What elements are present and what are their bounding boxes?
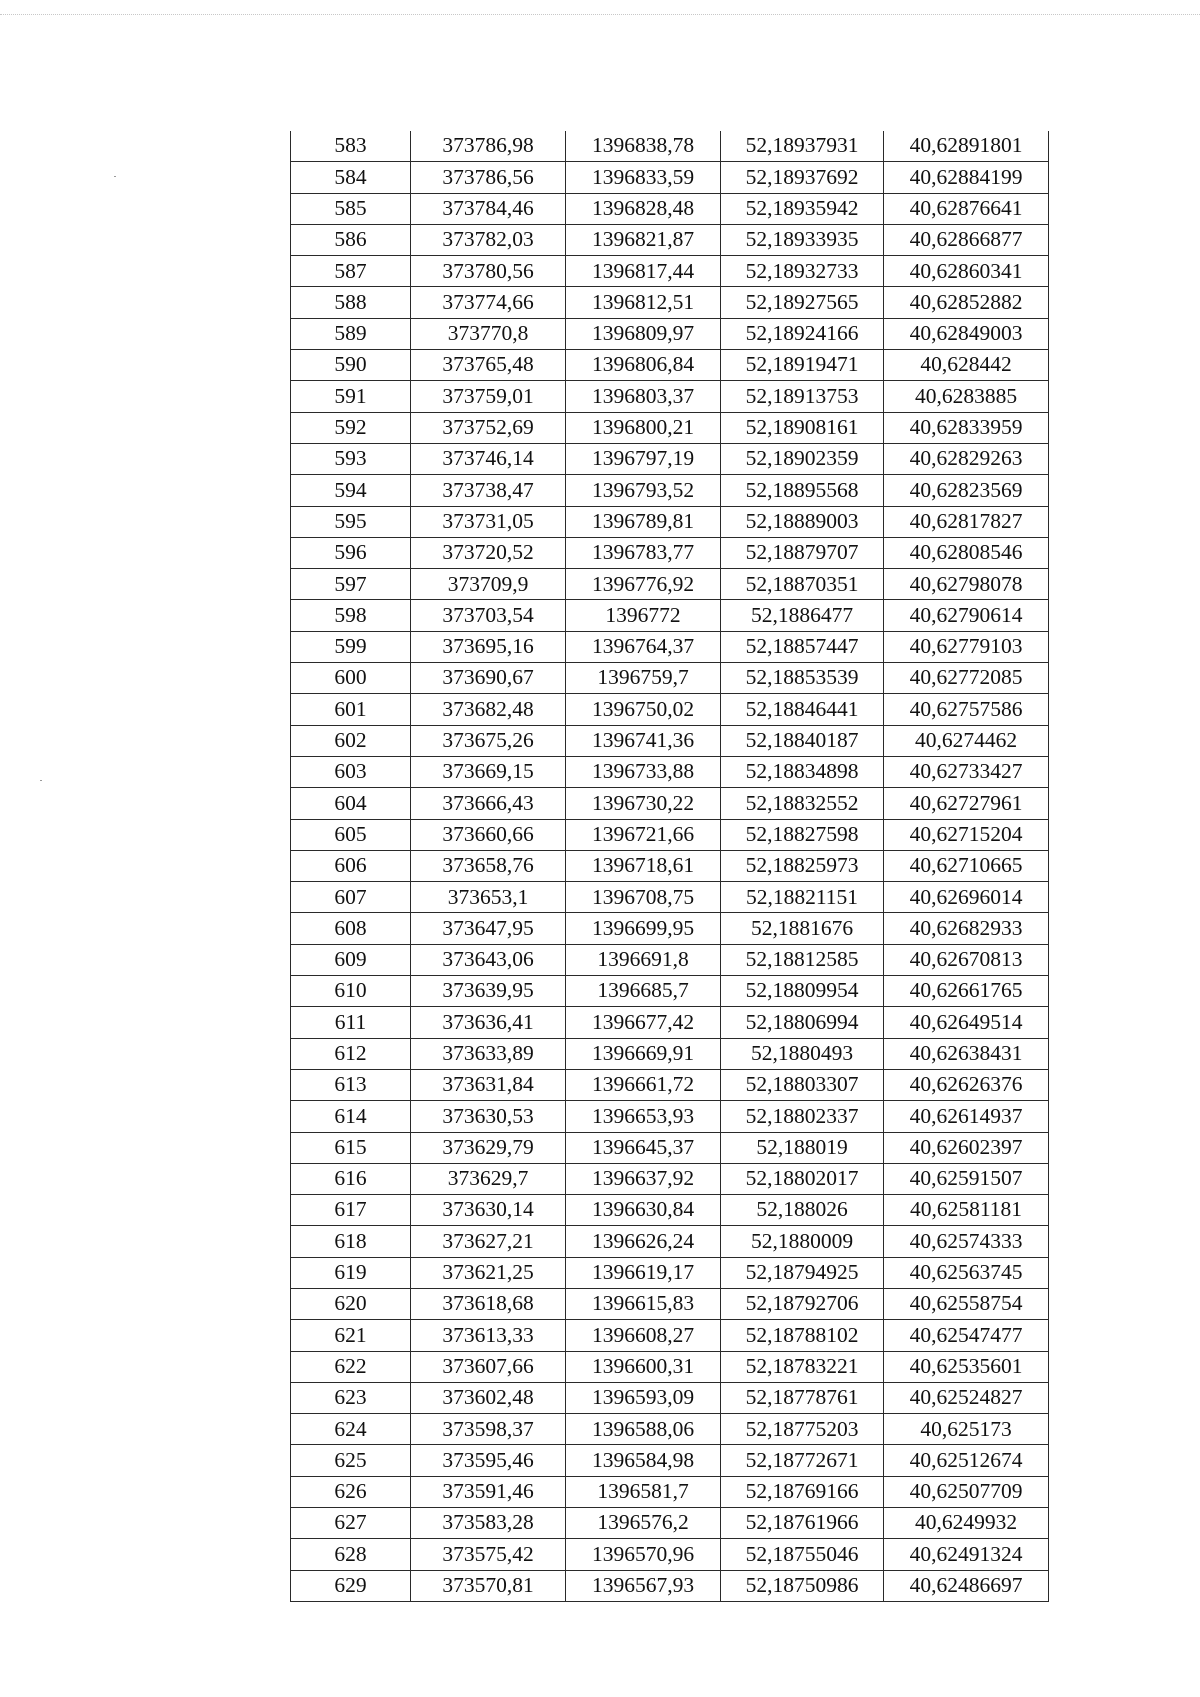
longitude-cell: 40,62891801 [884,131,1049,162]
y-coordinate-cell: 1396793,52 [566,475,721,506]
y-coordinate-cell: 1396730,22 [566,788,721,819]
longitude-cell: 40,62581181 [884,1195,1049,1226]
table-row [291,1320,1049,1351]
y-coordinate-cell: 1396718,61 [566,850,721,881]
y-coordinate-cell: 1396567,93 [566,1570,721,1601]
point-number-cell: 620 [291,1288,411,1319]
table-row [291,756,1049,787]
longitude-cell: 40,62626376 [884,1069,1049,1100]
y-coordinate-cell: 1396584,98 [566,1445,721,1476]
longitude-cell: 40,62574333 [884,1226,1049,1257]
longitude-cell: 40,62808546 [884,537,1049,568]
latitude-cell: 52,188026 [721,1195,884,1226]
latitude-cell: 52,18783221 [721,1351,884,1382]
point-number-cell: 586 [291,224,411,255]
latitude-cell: 52,188019 [721,1132,884,1163]
longitude-cell: 40,625173 [884,1414,1049,1445]
x-coordinate-cell: 373765,48 [411,350,566,381]
x-coordinate-cell: 373690,67 [411,663,566,694]
y-coordinate-cell: 1396576,2 [566,1508,721,1539]
point-number-cell: 594 [291,475,411,506]
longitude-cell: 40,62507709 [884,1476,1049,1507]
point-number-cell: 609 [291,944,411,975]
longitude-cell: 40,62649514 [884,1007,1049,1038]
table-row [291,224,1049,255]
y-coordinate-cell: 1396733,88 [566,756,721,787]
point-number-cell: 614 [291,1101,411,1132]
latitude-cell: 52,18821151 [721,882,884,913]
longitude-cell: 40,6283885 [884,381,1049,412]
point-number-cell: 624 [291,1414,411,1445]
table-row [291,788,1049,819]
latitude-cell: 52,18761966 [721,1508,884,1539]
latitude-cell: 52,18806994 [721,1007,884,1038]
latitude-cell: 52,18827598 [721,819,884,850]
x-coordinate-cell: 373643,06 [411,944,566,975]
x-coordinate-cell: 373658,76 [411,850,566,881]
x-coordinate-cell: 373784,46 [411,193,566,224]
latitude-cell: 52,18927565 [721,287,884,318]
table-row [291,600,1049,631]
latitude-cell: 52,18919471 [721,350,884,381]
table-row [291,819,1049,850]
longitude-cell: 40,62860341 [884,256,1049,287]
point-number-cell: 627 [291,1508,411,1539]
point-number-cell: 588 [291,287,411,318]
table-row [291,725,1049,756]
point-number-cell: 597 [291,569,411,600]
point-number-cell: 592 [291,412,411,443]
table-row [291,162,1049,193]
y-coordinate-cell: 1396600,31 [566,1351,721,1382]
y-coordinate-cell: 1396821,87 [566,224,721,255]
y-coordinate-cell: 1396803,37 [566,381,721,412]
latitude-cell: 52,18755046 [721,1539,884,1570]
table-row [291,506,1049,537]
x-coordinate-cell: 373738,47 [411,475,566,506]
latitude-cell: 52,18772671 [721,1445,884,1476]
table-row [291,663,1049,694]
point-number-cell: 610 [291,976,411,1007]
longitude-cell: 40,62876641 [884,193,1049,224]
point-number-cell: 583 [291,131,411,162]
y-coordinate-cell: 1396783,77 [566,537,721,568]
latitude-cell: 52,18802337 [721,1101,884,1132]
longitude-cell: 40,62614937 [884,1101,1049,1132]
y-coordinate-cell: 1396570,96 [566,1539,721,1570]
y-coordinate-cell: 1396615,83 [566,1288,721,1319]
y-coordinate-cell: 1396806,84 [566,350,721,381]
longitude-cell: 40,62715204 [884,819,1049,850]
x-coordinate-cell: 373660,66 [411,819,566,850]
table-row [291,1288,1049,1319]
point-number-cell: 595 [291,506,411,537]
latitude-cell: 52,18788102 [721,1320,884,1351]
x-coordinate-cell: 373591,46 [411,1476,566,1507]
x-coordinate-cell: 373639,95 [411,976,566,1007]
point-number-cell: 605 [291,819,411,850]
y-coordinate-cell: 1396721,66 [566,819,721,850]
y-coordinate-cell: 1396581,7 [566,1476,721,1507]
longitude-cell: 40,62852882 [884,287,1049,318]
x-coordinate-cell: 373630,14 [411,1195,566,1226]
y-coordinate-cell: 1396677,42 [566,1007,721,1038]
point-number-cell: 623 [291,1382,411,1413]
x-coordinate-cell: 373607,66 [411,1351,566,1382]
x-coordinate-cell: 373720,52 [411,537,566,568]
x-coordinate-cell: 373780,56 [411,256,566,287]
point-number-cell: 596 [291,537,411,568]
longitude-cell: 40,62591507 [884,1163,1049,1194]
table-row [291,1414,1049,1445]
y-coordinate-cell: 1396661,72 [566,1069,721,1100]
y-coordinate-cell: 1396645,37 [566,1132,721,1163]
point-number-cell: 613 [291,1069,411,1100]
point-number-cell: 589 [291,318,411,349]
table-row [291,443,1049,474]
longitude-cell: 40,62547477 [884,1320,1049,1351]
y-coordinate-cell: 1396608,27 [566,1320,721,1351]
point-number-cell: 607 [291,882,411,913]
y-coordinate-cell: 1396776,92 [566,569,721,600]
longitude-cell: 40,62866877 [884,224,1049,255]
table-row [291,1069,1049,1100]
longitude-cell: 40,62682933 [884,913,1049,944]
latitude-cell: 52,18802017 [721,1163,884,1194]
table-row [291,350,1049,381]
x-coordinate-cell: 373570,81 [411,1570,566,1601]
point-number-cell: 600 [291,663,411,694]
point-number-cell: 604 [291,788,411,819]
y-coordinate-cell: 1396809,97 [566,318,721,349]
point-number-cell: 593 [291,443,411,474]
longitude-cell: 40,62757586 [884,694,1049,725]
table-row [291,318,1049,349]
point-number-cell: 619 [291,1257,411,1288]
table-row [291,631,1049,662]
latitude-cell: 52,18846441 [721,694,884,725]
point-number-cell: 585 [291,193,411,224]
point-number-cell: 617 [291,1195,411,1226]
y-coordinate-cell: 1396626,24 [566,1226,721,1257]
latitude-cell: 52,18932733 [721,256,884,287]
point-number-cell: 599 [291,631,411,662]
latitude-cell: 52,18812585 [721,944,884,975]
x-coordinate-cell: 373631,84 [411,1069,566,1100]
longitude-cell: 40,62512674 [884,1445,1049,1476]
longitude-cell: 40,6249932 [884,1508,1049,1539]
scan-edge-line [0,14,1200,15]
longitude-cell: 40,62727961 [884,788,1049,819]
y-coordinate-cell: 1396838,78 [566,131,721,162]
y-coordinate-cell: 1396691,8 [566,944,721,975]
table-row [291,976,1049,1007]
table-row [291,882,1049,913]
longitude-cell: 40,62486697 [884,1570,1049,1601]
latitude-cell: 52,18794925 [721,1257,884,1288]
x-coordinate-cell: 373595,46 [411,1445,566,1476]
point-number-cell: 626 [291,1476,411,1507]
latitude-cell: 52,18902359 [721,443,884,474]
longitude-cell: 40,62772085 [884,663,1049,694]
latitude-cell: 52,18853539 [721,663,884,694]
coordinates-table-container [290,131,1048,1602]
table-row [291,537,1049,568]
x-coordinate-cell: 373752,69 [411,412,566,443]
table-row [291,256,1049,287]
longitude-cell: 40,62779103 [884,631,1049,662]
y-coordinate-cell: 1396833,59 [566,162,721,193]
table-row [291,1195,1049,1226]
x-coordinate-cell: 373682,48 [411,694,566,725]
y-coordinate-cell: 1396630,84 [566,1195,721,1226]
table-row [291,475,1049,506]
x-coordinate-cell: 373666,43 [411,788,566,819]
table-row [291,850,1049,881]
table-row [291,1508,1049,1539]
latitude-cell: 52,1880493 [721,1038,884,1069]
longitude-cell: 40,62790614 [884,600,1049,631]
table-row [291,287,1049,318]
table-row [291,381,1049,412]
table-row [291,131,1049,162]
point-number-cell: 616 [291,1163,411,1194]
x-coordinate-cell: 373621,25 [411,1257,566,1288]
y-coordinate-cell: 1396619,17 [566,1257,721,1288]
x-coordinate-cell: 373629,79 [411,1132,566,1163]
scan-speck [40,780,42,781]
point-number-cell: 590 [291,350,411,381]
y-coordinate-cell: 1396828,48 [566,193,721,224]
latitude-cell: 52,1886477 [721,600,884,631]
latitude-cell: 52,18913753 [721,381,884,412]
longitude-cell: 40,62661765 [884,976,1049,1007]
y-coordinate-cell: 1396789,81 [566,506,721,537]
point-number-cell: 622 [291,1351,411,1382]
point-number-cell: 606 [291,850,411,881]
longitude-cell: 40,62491324 [884,1539,1049,1570]
x-coordinate-cell: 373669,15 [411,756,566,787]
table-row [291,944,1049,975]
latitude-cell: 52,18840187 [721,725,884,756]
x-coordinate-cell: 373709,9 [411,569,566,600]
y-coordinate-cell: 1396764,37 [566,631,721,662]
table-row [291,1038,1049,1069]
longitude-cell: 40,62638431 [884,1038,1049,1069]
y-coordinate-cell: 1396669,91 [566,1038,721,1069]
table-row [291,1257,1049,1288]
x-coordinate-cell: 373598,37 [411,1414,566,1445]
y-coordinate-cell: 1396741,36 [566,725,721,756]
point-number-cell: 603 [291,756,411,787]
point-number-cell: 612 [291,1038,411,1069]
point-number-cell: 629 [291,1570,411,1601]
longitude-cell: 40,62563745 [884,1257,1049,1288]
point-number-cell: 608 [291,913,411,944]
longitude-cell: 40,62884199 [884,162,1049,193]
x-coordinate-cell: 373602,48 [411,1382,566,1413]
point-number-cell: 598 [291,600,411,631]
point-number-cell: 611 [291,1007,411,1038]
point-number-cell: 602 [291,725,411,756]
latitude-cell: 52,18809954 [721,976,884,1007]
x-coordinate-cell: 373613,33 [411,1320,566,1351]
longitude-cell: 40,628442 [884,350,1049,381]
y-coordinate-cell: 1396817,44 [566,256,721,287]
point-number-cell: 601 [291,694,411,725]
x-coordinate-cell: 373633,89 [411,1038,566,1069]
x-coordinate-cell: 373731,05 [411,506,566,537]
x-coordinate-cell: 373759,01 [411,381,566,412]
longitude-cell: 40,62817827 [884,506,1049,537]
longitude-cell: 40,62833959 [884,412,1049,443]
y-coordinate-cell: 1396593,09 [566,1382,721,1413]
longitude-cell: 40,62696014 [884,882,1049,913]
y-coordinate-cell: 1396812,51 [566,287,721,318]
x-coordinate-cell: 373770,8 [411,318,566,349]
y-coordinate-cell: 1396699,95 [566,913,721,944]
latitude-cell: 52,18803307 [721,1069,884,1100]
y-coordinate-cell: 1396797,19 [566,443,721,474]
table-row [291,1226,1049,1257]
point-number-cell: 591 [291,381,411,412]
coordinates-table [290,131,1049,1602]
y-coordinate-cell: 1396588,06 [566,1414,721,1445]
latitude-cell: 52,18937931 [721,131,884,162]
x-coordinate-cell: 373695,16 [411,631,566,662]
table-row [291,193,1049,224]
latitude-cell: 52,18935942 [721,193,884,224]
latitude-cell: 52,18924166 [721,318,884,349]
longitude-cell: 40,62798078 [884,569,1049,600]
x-coordinate-cell: 373786,98 [411,131,566,162]
point-number-cell: 628 [291,1539,411,1570]
x-coordinate-cell: 373786,56 [411,162,566,193]
x-coordinate-cell: 373782,03 [411,224,566,255]
point-number-cell: 625 [291,1445,411,1476]
latitude-cell: 52,18834898 [721,756,884,787]
point-number-cell: 584 [291,162,411,193]
latitude-cell: 52,18750986 [721,1570,884,1601]
latitude-cell: 52,18775203 [721,1414,884,1445]
latitude-cell: 52,18825973 [721,850,884,881]
latitude-cell: 52,18937692 [721,162,884,193]
y-coordinate-cell: 1396772 [566,600,721,631]
y-coordinate-cell: 1396750,02 [566,694,721,725]
latitude-cell: 52,18879707 [721,537,884,568]
table-row [291,1101,1049,1132]
x-coordinate-cell: 373703,54 [411,600,566,631]
y-coordinate-cell: 1396800,21 [566,412,721,443]
table-row [291,569,1049,600]
latitude-cell: 52,18908161 [721,412,884,443]
longitude-cell: 40,62602397 [884,1132,1049,1163]
latitude-cell: 52,18832552 [721,788,884,819]
x-coordinate-cell: 373627,21 [411,1226,566,1257]
x-coordinate-cell: 373636,41 [411,1007,566,1038]
longitude-cell: 40,6274462 [884,725,1049,756]
latitude-cell: 52,18769166 [721,1476,884,1507]
x-coordinate-cell: 373675,26 [411,725,566,756]
longitude-cell: 40,62535601 [884,1351,1049,1382]
table-row [291,1539,1049,1570]
longitude-cell: 40,62733427 [884,756,1049,787]
coordinates-table-body [291,131,1049,1601]
y-coordinate-cell: 1396708,75 [566,882,721,913]
table-row [291,1382,1049,1413]
longitude-cell: 40,62558754 [884,1288,1049,1319]
latitude-cell: 52,18792706 [721,1288,884,1319]
table-row [291,1007,1049,1038]
latitude-cell: 52,1881676 [721,913,884,944]
longitude-cell: 40,62710665 [884,850,1049,881]
table-row [291,694,1049,725]
x-coordinate-cell: 373618,68 [411,1288,566,1319]
x-coordinate-cell: 373746,14 [411,443,566,474]
x-coordinate-cell: 373629,7 [411,1163,566,1194]
y-coordinate-cell: 1396637,92 [566,1163,721,1194]
x-coordinate-cell: 373583,28 [411,1508,566,1539]
point-number-cell: 587 [291,256,411,287]
latitude-cell: 52,18889003 [721,506,884,537]
table-row [291,1570,1049,1601]
point-number-cell: 621 [291,1320,411,1351]
y-coordinate-cell: 1396653,93 [566,1101,721,1132]
longitude-cell: 40,62823569 [884,475,1049,506]
longitude-cell: 40,62670813 [884,944,1049,975]
x-coordinate-cell: 373575,42 [411,1539,566,1570]
table-row [291,1351,1049,1382]
y-coordinate-cell: 1396685,7 [566,976,721,1007]
latitude-cell: 52,18933935 [721,224,884,255]
x-coordinate-cell: 373653,1 [411,882,566,913]
y-coordinate-cell: 1396759,7 [566,663,721,694]
latitude-cell: 52,18778761 [721,1382,884,1413]
latitude-cell: 52,18857447 [721,631,884,662]
x-coordinate-cell: 373647,95 [411,913,566,944]
table-row [291,1476,1049,1507]
longitude-cell: 40,62849003 [884,318,1049,349]
point-number-cell: 615 [291,1132,411,1163]
x-coordinate-cell: 373774,66 [411,287,566,318]
x-coordinate-cell: 373630,53 [411,1101,566,1132]
longitude-cell: 40,62524827 [884,1382,1049,1413]
latitude-cell: 52,18895568 [721,475,884,506]
scan-speck [114,176,116,177]
latitude-cell: 52,18870351 [721,569,884,600]
latitude-cell: 52,1880009 [721,1226,884,1257]
point-number-cell: 618 [291,1226,411,1257]
table-row [291,1163,1049,1194]
table-row [291,1132,1049,1163]
table-row [291,1445,1049,1476]
table-row [291,913,1049,944]
longitude-cell: 40,62829263 [884,443,1049,474]
table-row [291,412,1049,443]
